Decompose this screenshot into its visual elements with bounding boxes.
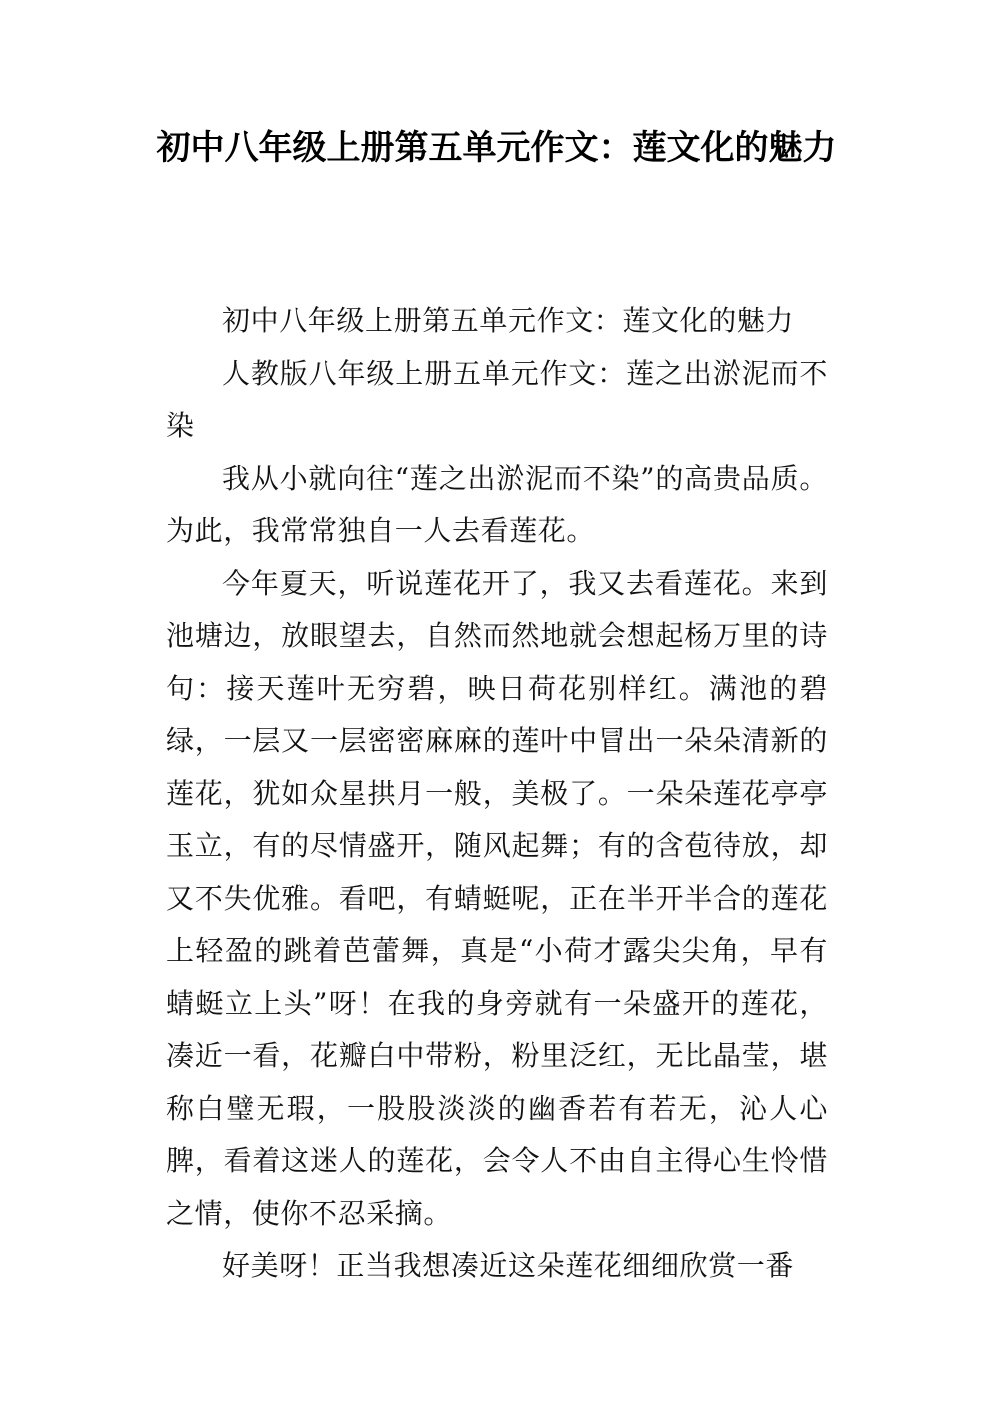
document-body	[166, 295, 828, 1293]
paragraph-summer-pond: 今年夏天，听说莲花开了，我又去看莲花。来到池塘边，放眼望去，自然而然地就会想起杨万里的诗句：接天莲叶无穷碧，映日荷花别样红。满池的碧绿，一层又一层密密麻麻的莲叶中冒出一朵朵清新的莲花，犹如众星拱月一般，美极了。一朵朵莲花亭亭玉立，有的尽情盛开，随风起舞；有的含苞待放，却又不失优雅。看吧，有蜻蜓呢，正在半开半合的莲花上轻盈的跳着芭蕾舞，真是“小荷才露尖尖角，早有蜻蜓立上头”呀！在我的身旁就有一朵盛开的莲花，凑近一看，花瓣白中带粉，粉里泛红，无比晶莹，堪称白璧无瑕，一股股淡淡的幽香若有若无，沁人心脾，看着这迷人的莲花，会令人不由自主得心生怜惜之情，使你不忍采摘。	[166, 566, 828, 1230]
paragraph-subtitle: 人教版八年级上册五单元作文：莲之出淤泥而不染	[166, 356, 828, 442]
paragraph-heading-repeat: 初中八年级上册第五单元作文：莲文化的魅力	[222, 304, 795, 337]
paragraph-intro: 我从小就向往“莲之出淤泥而不染”的高贵品质。为此，我常常独自一人去看莲花。	[166, 461, 828, 547]
paragraph-closing-fragment: 好美呀！正当我想凑近这朵莲花细细欣赏一番	[222, 1249, 795, 1282]
document-title: 初中八年级上册第五单元作文：莲文化的魅力	[156, 128, 837, 168]
